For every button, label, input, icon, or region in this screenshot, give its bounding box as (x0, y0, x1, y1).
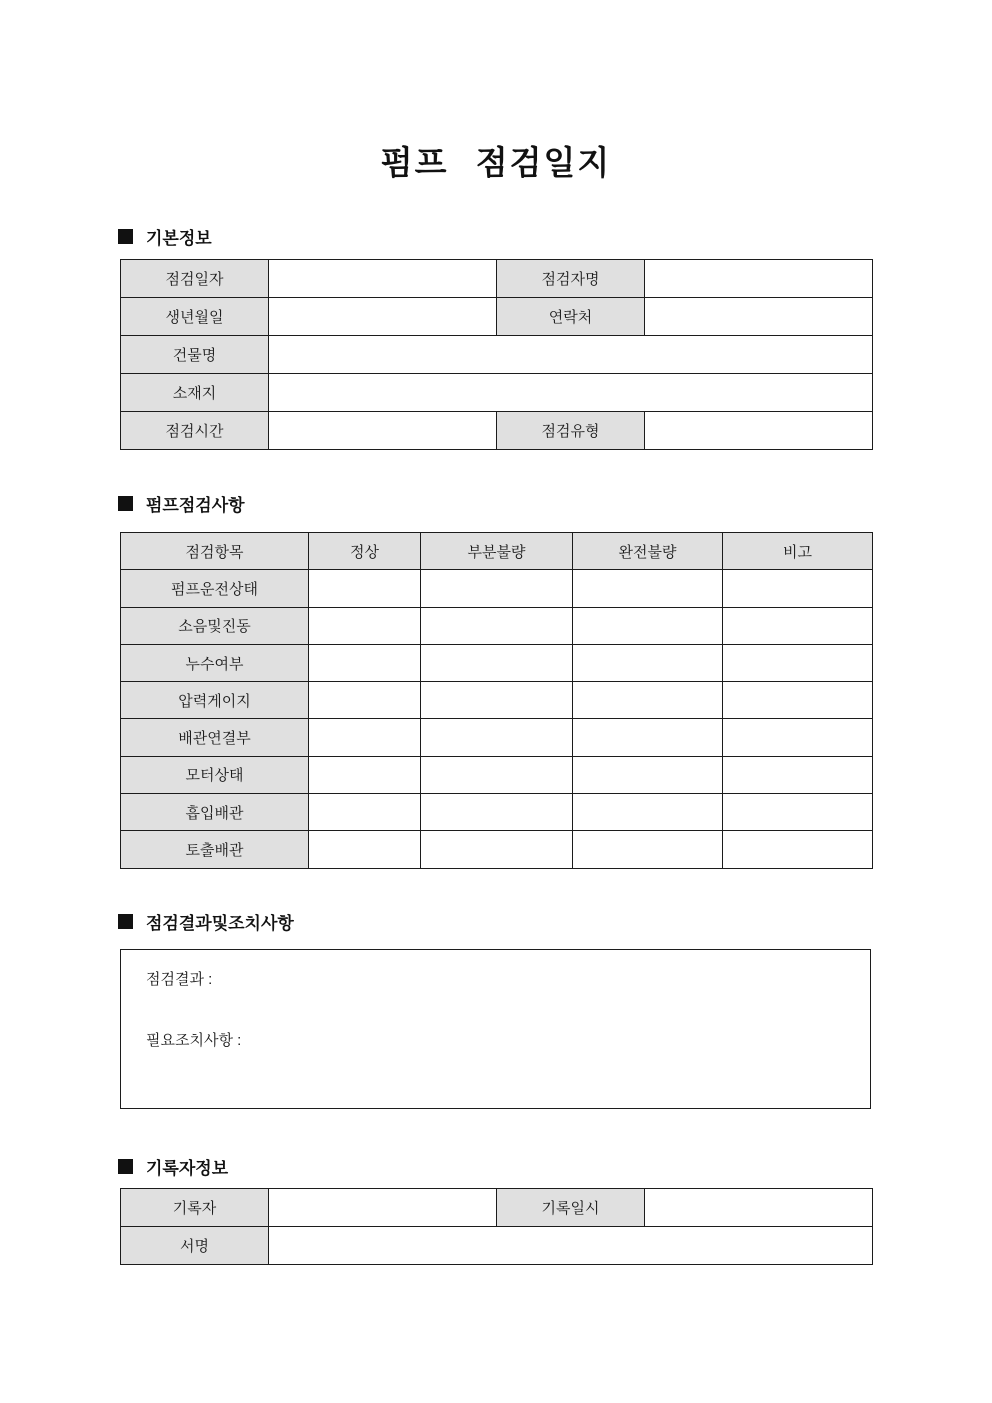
table-row (121, 794, 873, 831)
section-title: 기본정보 (146, 229, 212, 248)
square-bullet-icon (118, 914, 133, 929)
square-bullet-icon (118, 496, 133, 511)
checklist-cell-complete[interactable] (573, 607, 723, 644)
field-label-signature: 서명 (121, 1227, 269, 1265)
checklist-cell-note[interactable] (723, 719, 873, 756)
checklist-cell-complete[interactable] (573, 831, 723, 868)
checklist-cell-note[interactable] (723, 644, 873, 681)
basic-info-table (120, 259, 873, 450)
field-label-record-datetime: 기록일시 (497, 1189, 645, 1227)
section-title: 점검결과및조치사항 (146, 914, 294, 933)
section-title: 기록자정보 (146, 1159, 229, 1178)
checklist-cell-note[interactable] (723, 831, 873, 868)
table-row (121, 298, 873, 336)
required-action-field-label: 필요조치사항 : (146, 1032, 242, 1049)
checklist-cell-complete[interactable] (573, 719, 723, 756)
table-row (121, 336, 873, 374)
checklist-cell-partial[interactable] (421, 831, 573, 868)
checklist-item-label: 압력게이지 (121, 682, 309, 719)
checklist-item-label: 누수여부 (121, 644, 309, 681)
table-row (121, 607, 873, 644)
checklist-cell-partial[interactable] (421, 682, 573, 719)
field-label-contact: 연락처 (497, 298, 645, 336)
field-value-location[interactable] (269, 374, 873, 412)
checklist-cell-complete[interactable] (573, 682, 723, 719)
checklist-cell-normal[interactable] (309, 756, 421, 793)
checklist-cell-note[interactable] (723, 570, 873, 607)
field-label-location: 소재지 (121, 374, 269, 412)
table-row (121, 756, 873, 793)
checklist-cell-complete[interactable] (573, 794, 723, 831)
table-row (121, 1189, 873, 1227)
field-value-signature[interactable] (269, 1227, 873, 1265)
checklist-item-label: 흡입배관 (121, 794, 309, 831)
checklist-cell-partial[interactable] (421, 607, 573, 644)
field-label-recorder: 기록자 (121, 1189, 269, 1227)
checklist-cell-complete[interactable] (573, 570, 723, 607)
field-value-inspection-type[interactable] (645, 412, 873, 450)
field-value-inspector-name[interactable] (645, 260, 873, 298)
field-value-building-name[interactable] (269, 336, 873, 374)
table-row (121, 260, 873, 298)
checklist-cell-partial[interactable] (421, 719, 573, 756)
result-field-label: 점검결과 : (146, 971, 213, 988)
pump-checklist-table (120, 532, 873, 869)
checklist-cell-note[interactable] (723, 682, 873, 719)
checklist-item-label: 배관연결부 (121, 719, 309, 756)
field-value-inspection-date[interactable] (269, 260, 497, 298)
checklist-cell-normal[interactable] (309, 831, 421, 868)
section-title: 펌프점검사항 (146, 496, 245, 515)
square-bullet-icon (118, 229, 133, 244)
table-row (121, 1227, 873, 1265)
checklist-item-label: 소음및진동 (121, 607, 309, 644)
field-value-recorder[interactable] (269, 1189, 497, 1227)
table-header-row (121, 533, 873, 570)
page-title: 펌프 점검일지 (380, 144, 612, 181)
checklist-cell-partial[interactable] (421, 794, 573, 831)
section-header-recorder-info (118, 1154, 228, 1179)
checklist-cell-normal[interactable] (309, 570, 421, 607)
field-value-inspection-time[interactable] (269, 412, 497, 450)
inspection-result-box[interactable] (120, 949, 871, 1109)
checklist-cell-partial[interactable] (421, 644, 573, 681)
checklist-cell-note[interactable] (723, 794, 873, 831)
table-row (121, 412, 873, 450)
checklist-cell-normal[interactable] (309, 644, 421, 681)
field-label-birth-date: 생년월일 (121, 298, 269, 336)
checklist-item-label: 펌프운전상태 (121, 570, 309, 607)
table-row (121, 719, 873, 756)
field-label-inspection-date: 점검일자 (121, 260, 269, 298)
field-label-building-name: 건물명 (121, 336, 269, 374)
column-header-partial-defect: 부분불량 (421, 533, 573, 570)
square-bullet-icon (118, 1159, 133, 1174)
table-row (121, 570, 873, 607)
checklist-cell-complete[interactable] (573, 756, 723, 793)
field-label-inspection-time: 점검시간 (121, 412, 269, 450)
column-header-normal: 정상 (309, 533, 421, 570)
table-row (121, 374, 873, 412)
field-label-inspection-type: 점검유형 (497, 412, 645, 450)
column-header-item: 점검항목 (121, 533, 309, 570)
checklist-cell-normal[interactable] (309, 682, 421, 719)
checklist-cell-normal[interactable] (309, 794, 421, 831)
checklist-item-label: 모터상태 (121, 756, 309, 793)
checklist-cell-normal[interactable] (309, 607, 421, 644)
checklist-cell-partial[interactable] (421, 756, 573, 793)
checklist-item-label: 토출배관 (121, 831, 309, 868)
field-value-contact[interactable] (645, 298, 873, 336)
checklist-cell-note[interactable] (723, 607, 873, 644)
checklist-cell-complete[interactable] (573, 644, 723, 681)
column-header-remarks: 비고 (723, 533, 873, 570)
checklist-cell-note[interactable] (723, 756, 873, 793)
table-row (121, 831, 873, 868)
section-header-inspection-result (118, 909, 294, 934)
recorder-info-table (120, 1188, 873, 1265)
section-header-basic-info (118, 224, 212, 249)
section-header-pump-checklist (118, 491, 245, 516)
checklist-cell-partial[interactable] (421, 570, 573, 607)
column-header-complete-defect: 완전불량 (573, 533, 723, 570)
field-label-inspector-name: 점검자명 (497, 260, 645, 298)
field-value-record-datetime[interactable] (645, 1189, 873, 1227)
field-value-birth-date[interactable] (269, 298, 497, 336)
checklist-cell-normal[interactable] (309, 719, 421, 756)
table-row (121, 644, 873, 681)
table-row (121, 682, 873, 719)
